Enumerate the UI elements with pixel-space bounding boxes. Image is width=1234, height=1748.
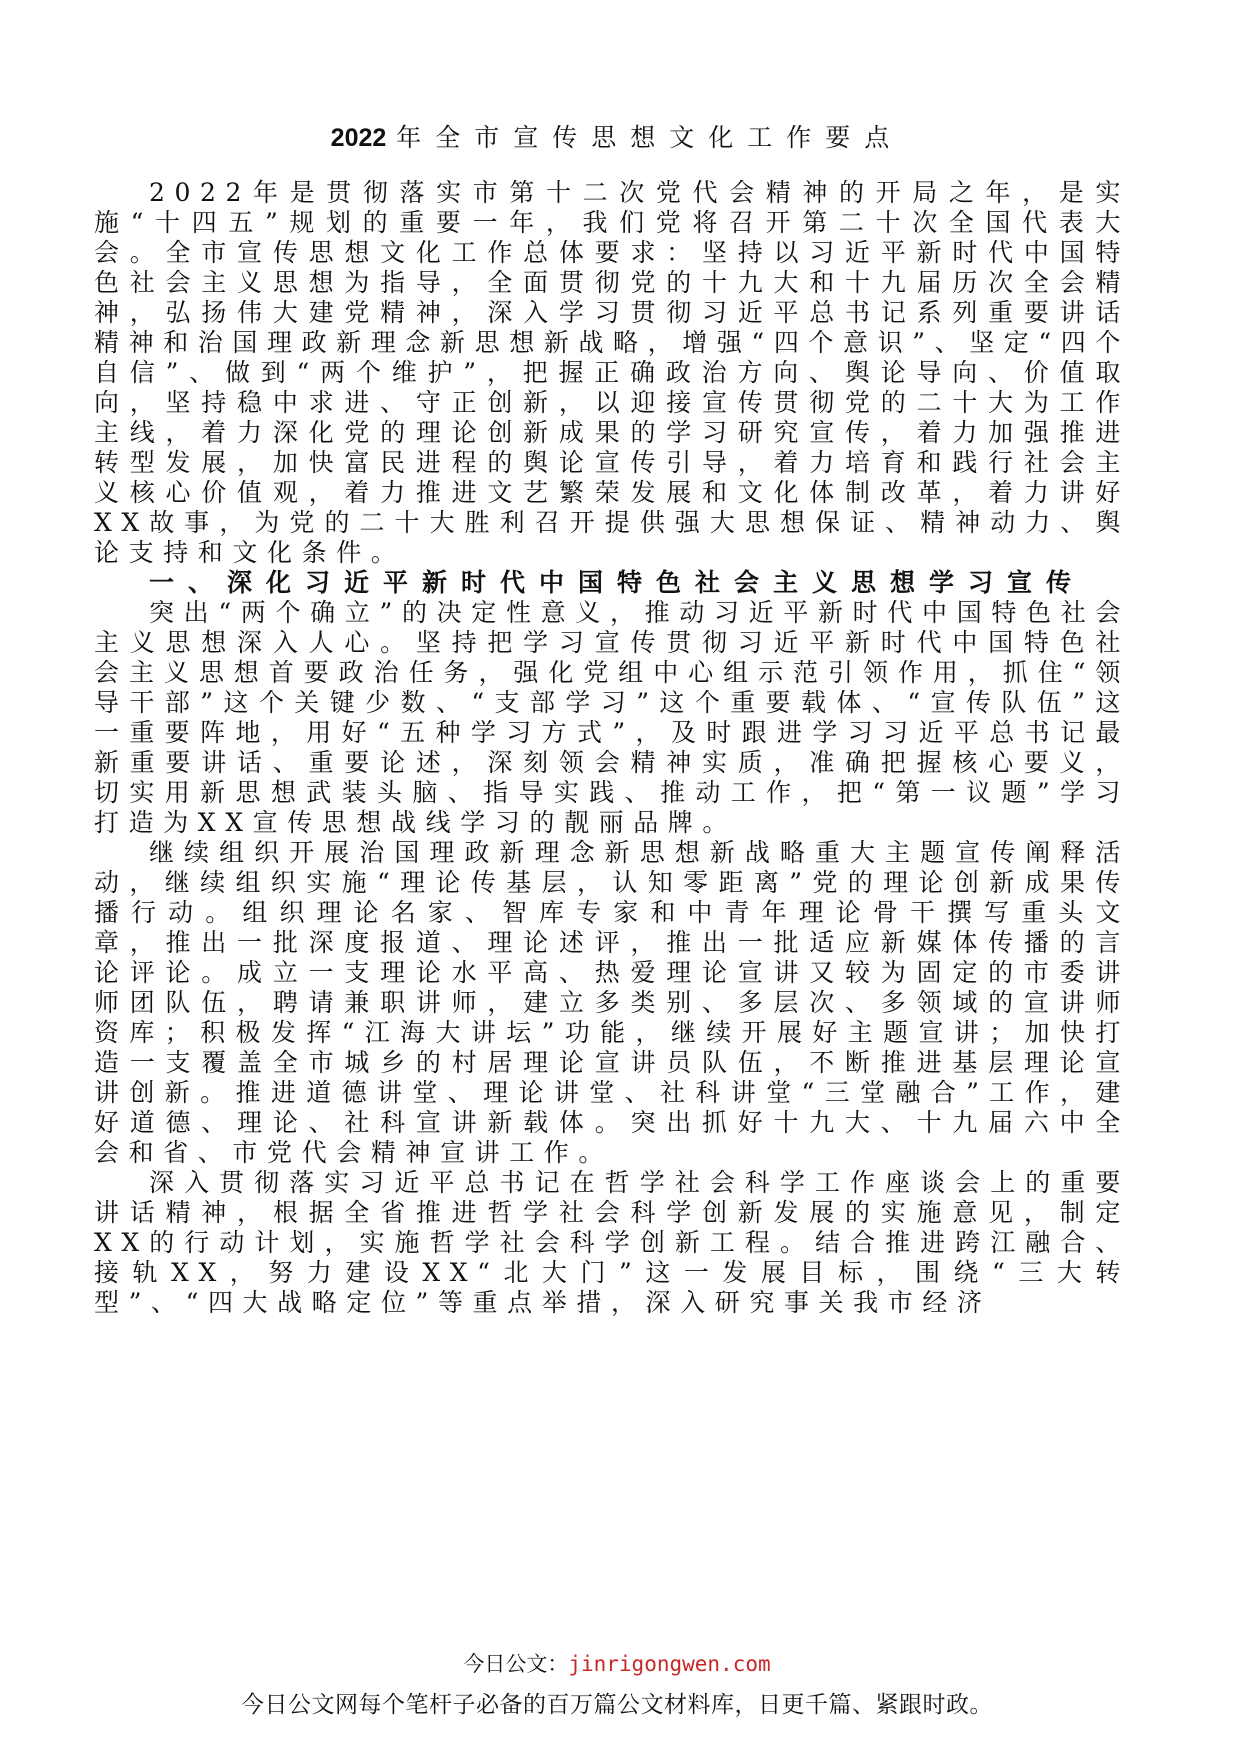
intro-paragraph: 2022年是贯彻落实市第十二次党代会精神的开局之年，是实施“十四五”规划的重要一年，我们党将召开第二十次全国代表大会。全市宣传思想文化工作总体要求：坚持以习近平新时代中国特色社会主义思想为指导，全面贯彻党的十九大和十九届历次全会精神，弘扬伟大建党精神，深入学习贯彻习近平总书记系列重要讲话精神和治国理政新理念新思想新战略，增强“四个意识”、坚定“四个自信”、做到“两个维护”，把握正确政治方向、舆论导向、价值取向，坚持稳中求进、守正创新，以迎接宣传贯彻党的二十大为工作主线，着力深化党的理论创新成果的学习研究宣传，着力加强推进转型发展，加快富民进程的舆论宣传引导，着力培育和践行社会主义核心价值观，着力推进文艺繁荣发展和文化体制改革，着力讲好XX故事，为党的二十大胜利召开提供强大思想保证、精神动力、舆论支持和文化条件。 (94, 178, 1130, 567)
section1-paragraph-3: 深入贯彻落实习近平总书记在哲学社会科学工作座谈会上的重要讲话精神，根据全省推进哲学社会科学创新发展的实施意见，制定XX的行动计划，实施哲学社会科学创新工程。结合推进跨江融合、接轨XX，努力建设XX“北大门”这一发展目标，围绕“三大转型”、“四大战略定位”等重点举措，深入研究事关我市经济 (94, 1168, 1130, 1317)
footer-site-url[interactable]: jinrigongwen.com (568, 1652, 771, 1676)
document-title (0, 118, 1234, 154)
document-body (94, 178, 1130, 1318)
footer-site-line (0, 1648, 1234, 1678)
footer-tagline: 今日公文网每个笔杆子必备的百万篇公文材料库，日更千篇、紧跟时政。 (241, 1692, 993, 1718)
section1-paragraph-2: 继续组织开展治国理政新理念新思想新战略重大主题宣传阐释活动，继续组织实施“理论传基层，认知零距离”党的理论创新成果传播行动。组织理论名家、智库专家和中青年理论骨干撰写重头文章，推出一批深度报道、理论述评，推出一批适应新媒体传播的言论评论。成立一支理论水平高、热爱理论宣讲又较为固定的市委讲师团队伍，聘请兼职讲师，建立多类别、多层次、多领域的宣讲师资库；积极发挥“江海大讲坛”功能，继续开展好主题宣讲；加快打造一支覆盖全市城乡的村居理论宣讲员队伍，不断推进基层理论宣讲创新。推进道德讲堂、理论讲堂、社科讲堂“三堂融合”工作，建好道德、理论、社科宣讲新载体。突出抓好十九大、十九届六中全会和省、市党代会精神宣讲工作。 (94, 838, 1130, 1167)
section-heading-1: 一、深化习近平新时代中国特色社会主义思想学习宣传 (149, 568, 1086, 597)
title-text: 年全市宣传思想文化工作要点 (396, 123, 904, 152)
section1-paragraph-1: 突出“两个确立”的决定性意义，推动习近平新时代中国特色社会主义思想深入人心。坚持把学习宣传贯彻习近平新时代中国特色社会主义思想首要政治任务，强化党组中心组示范引领作用，抓住“领导干部”这个关键少数、“支部学习”这个重要载体、“宣传队伍”这一重要阵地，用好“五种学习方式”，及时跟进学习习近平总书记最新重要讲话、重要论述，深刻领会精神实质，准确把握核心要义，切实用新思想武装头脑、指导实践、推动工作，把“第一议题”学习打造为XX宣传思想战线学习的靓丽品牌。 (94, 598, 1130, 837)
title-year: 2022 (330, 124, 387, 152)
footer-site-label: 今日公文： (463, 1652, 569, 1676)
